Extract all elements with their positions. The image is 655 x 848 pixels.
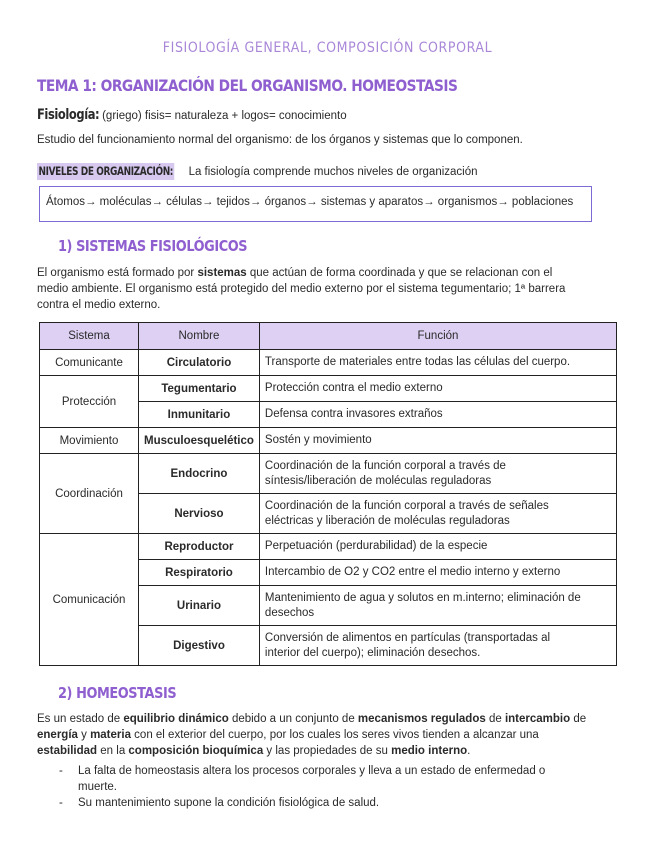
niveles-chain: Átomos→ moléculas→ células→ tejidos→ órganos→ sistemas y aparatos→ organismos→ poblaciones: [46, 196, 574, 208]
section-1-line-3: contra el medio externo.: [37, 299, 161, 311]
systems-table: [39, 322, 617, 666]
niveles-text: La fisiología comprende muchos niveles de organización: [185, 166, 478, 178]
section-2-line-3: estabilidad en la composición bioquímica y las propiedades de su medio interno.: [37, 745, 471, 757]
nombre-cell: Reproductor: [139, 534, 260, 560]
funcion-cell: Coordinación de la función corporal a través de síntesis/liberación de moléculas reguladoras: [259, 454, 616, 494]
header-sistema: Sistema: [40, 323, 139, 350]
fisiologia-text: (griego) fisis= naturaleza + logos= conocimiento: [98, 110, 347, 122]
group-cell: Coordinación: [40, 454, 139, 534]
list-item: - Su mantenimiento supone la condición fisiológica de salud.: [59, 797, 380, 809]
nombre-cell: Endocrino: [139, 454, 260, 494]
section-2-line-2: energía y materia con el exterior del cuerpo, por los cuales los seres vivos tienden a alcanzar una: [37, 729, 539, 741]
section-2-heading: 2) HOMEOSTASIS: [58, 684, 177, 702]
funcion-cell: Transporte de materiales entre todas las células del cuerpo.: [259, 350, 616, 376]
section-1-line-1: El organismo está formado por sistemas que actúan de forma coordinada y que se relacionan con el: [37, 267, 553, 279]
funcion-cell: Mantenimiento de agua y solutos en m.interno; eliminación de desechos: [259, 586, 616, 626]
nombre-cell: Nervioso: [139, 494, 260, 534]
nombre-cell: Inmunitario: [139, 402, 260, 428]
group-cell: Movimiento: [40, 428, 139, 454]
table-header-row: [40, 323, 617, 350]
niveles-label: NIVELES DE ORGANIZACIÓN:: [38, 164, 174, 178]
header-funcion: Función: [259, 323, 616, 350]
funcion-cell: Conversión de alimentos en partículas (transportadas al interior del cuerpo); eliminación desechos.: [259, 626, 616, 666]
fisiologia-line: [37, 108, 347, 124]
funcion-cell: Intercambio de O2 y CO2 entre el medio interno y externo: [259, 560, 616, 586]
section-1-line-2: medio ambiente. El organismo está protegido del medio externo por el sistema tegumentario; 1ª barrera: [37, 283, 566, 295]
section-2-paragraph: [37, 711, 622, 759]
bullet-dash: -: [59, 797, 63, 809]
fisiologia-label: Fisiología:: [37, 107, 100, 123]
table-row: [40, 428, 617, 454]
nombre-cell: Musculoesquelético: [139, 428, 260, 454]
nombre-cell: Circulatorio: [139, 350, 260, 376]
page-title: TEMA 1: ORGANIZACIÓN DEL ORGANISMO. HOMEOSTASIS: [37, 76, 458, 95]
niveles-line: [37, 163, 478, 180]
table-row: [40, 350, 617, 376]
funcion-cell: Coordinación de la función corporal a través de señales eléctricas y liberación de moléculas reguladoras: [259, 494, 616, 534]
sistemas-bold: sistemas: [197, 267, 247, 279]
section-1-paragraph: [37, 265, 622, 313]
funcion-cell: Sostén y movimiento: [259, 428, 616, 454]
document-header: FISIOLOGÍA GENERAL, COMPOSICIÓN CORPORAL: [162, 40, 493, 56]
list-item: - La falta de homeostasis altera los procesos corporales y lleva a un estado de enfermedad o muerte.: [59, 765, 546, 793]
table-row: [40, 376, 617, 402]
funcion-cell: Perpetuación (perdurabilidad) de la especie: [259, 534, 616, 560]
header-nombre: Nombre: [139, 323, 260, 350]
section-1-heading: 1) SISTEMAS FISIOLÓGICOS: [58, 237, 248, 255]
table-row: [40, 534, 617, 560]
group-cell: Protección: [40, 376, 139, 428]
nombre-cell: Respiratorio: [139, 560, 260, 586]
nombre-cell: Urinario: [139, 586, 260, 626]
bullet-list: [59, 763, 638, 811]
section-2-line-1: Es un estado de equilibrio dinámico debido a un conjunto de mecanismos regulados de intercambio de: [37, 713, 587, 725]
bullet-dash: -: [59, 765, 63, 777]
group-cell: Comunicante: [40, 350, 139, 376]
nombre-cell: Digestivo: [139, 626, 260, 666]
table-row: [40, 454, 617, 494]
nombre-cell: Tegumentario: [139, 376, 260, 402]
funcion-cell: Defensa contra invasores extraños: [259, 402, 616, 428]
funcion-cell: Protección contra el medio externo: [259, 376, 616, 402]
group-cell: Comunicación: [40, 534, 139, 666]
fisiologia-definition: Estudio del funcionamiento normal del organismo: de los órganos y sistemas que lo componen.: [37, 134, 523, 146]
